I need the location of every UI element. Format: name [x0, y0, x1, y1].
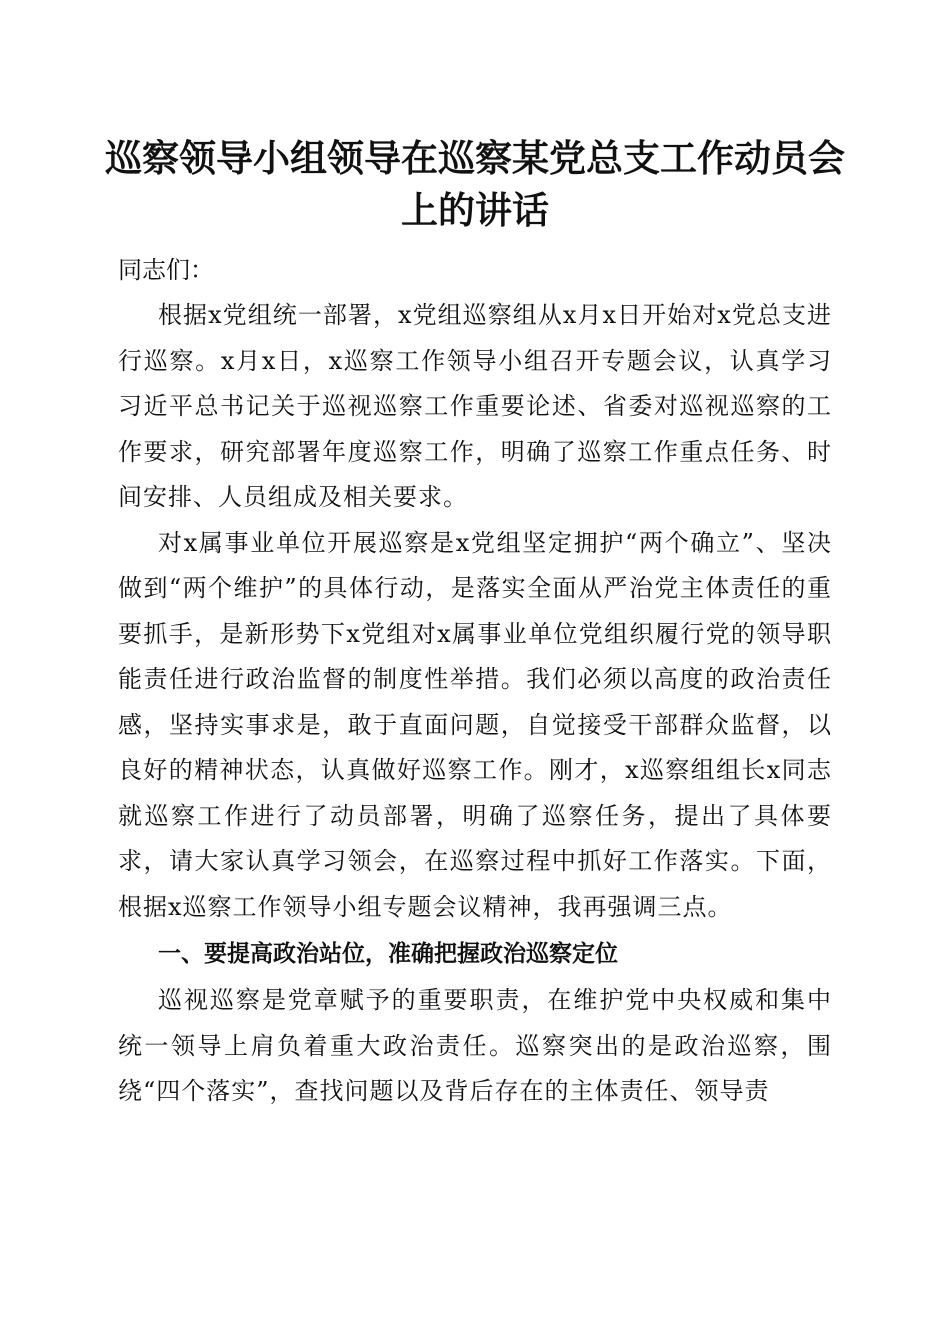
document-title [100, 132, 850, 236]
paragraph-2: 对x属事业单位开展巡察是x党组坚定拥护“两个确立”、坚决做到“两个维护”的具体行动，是落实全面从严治党主体责任的重要抓手，是新形势下x党组对x属事业单位党组织履行党的领导职能责任进行政治监督的制度性举措。我们必须以高度的政治责任感，坚持实事求是，敢于直面问题，自觉接受干部群众监督，以良好的精神状态，认真做好巡察工作。刚才，x巡察组组长x同志就巡察工作进行了动员部署，明确了巡察任务，提出了具体要求，请大家认真学习领会，在巡察过程中抓好工作落实。下面，根据x巡察工作领导小组专题会议精神，我再强调三点。 [118, 528, 832, 921]
title-line-2: 上的讲话 [401, 188, 549, 232]
section-1-paragraph: 巡视巡察是党章赋予的重要职责，在维护党中央权威和集中统一领导上肩负着重大政治责任。巡察突出的是政治巡察，围绕“四个落实”，查找问题以及背后存在的主体责任、领导责 [118, 986, 832, 1105]
section-heading-1: 一、要提高政治站位，准确把握政治巡察定位 [158, 941, 618, 967]
paragraph-1: 根据x党组统一部署，x党组巡察组从x月x日开始对x党总支进行巡察。x月x日，x巡察工作领导小组召开专题会议，认真学习习近平总书记关于巡视巡察工作重要论述、省委对巡视巡察的工作要求，研究部署年度巡察工作，明确了巡察工作重点任务、时间安排、人员组成及相关要求。 [118, 301, 832, 511]
document-body [118, 248, 832, 1115]
title-line-1: 巡察领导小组领导在巡察某党总支工作动员会 [105, 136, 845, 180]
greeting: 同志们： [118, 256, 214, 284]
